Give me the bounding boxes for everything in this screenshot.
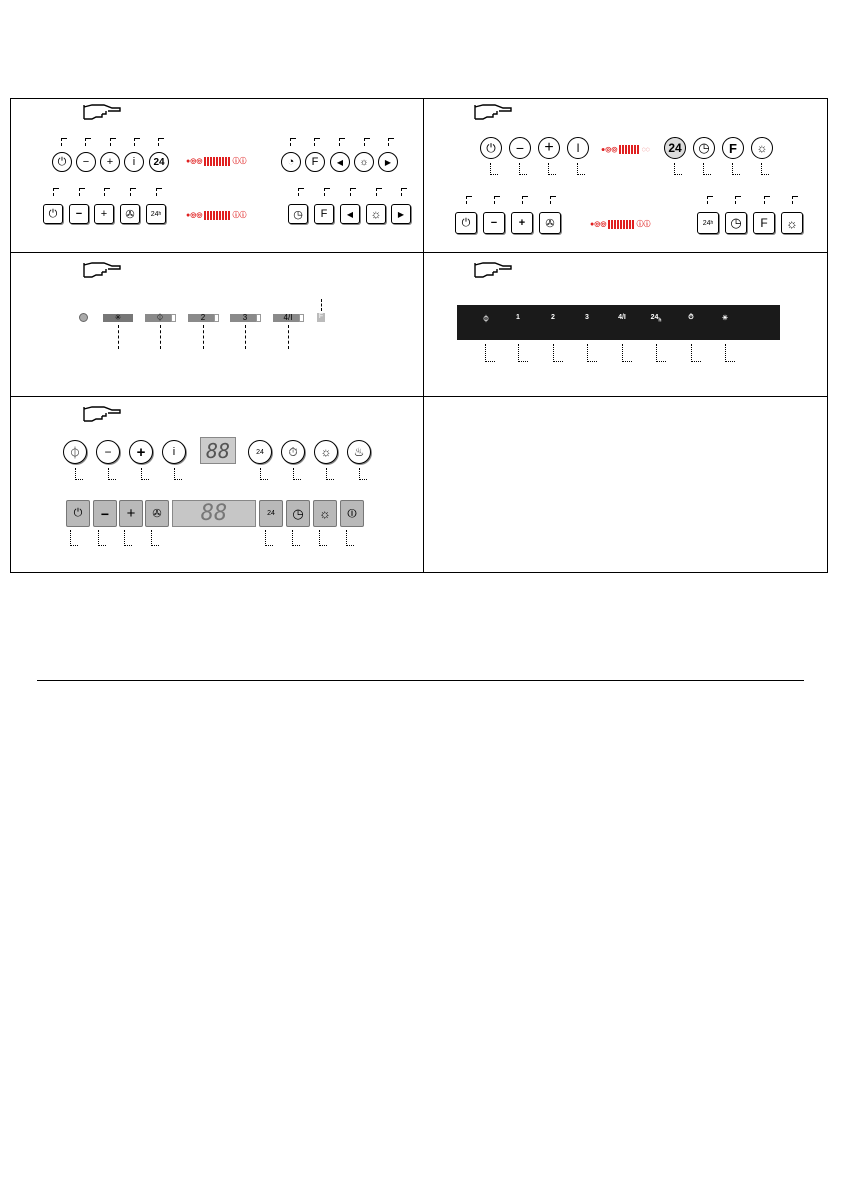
callout bbox=[522, 196, 528, 204]
power-button[interactable] bbox=[66, 500, 90, 527]
callout bbox=[577, 163, 585, 175]
callout bbox=[792, 196, 798, 204]
minus-button[interactable] bbox=[93, 500, 117, 527]
pointing-hand-icon bbox=[473, 260, 513, 280]
callout bbox=[326, 468, 334, 480]
callout bbox=[494, 196, 500, 204]
clock-button[interactable] bbox=[281, 152, 301, 172]
callout bbox=[490, 163, 498, 175]
callout bbox=[466, 196, 472, 204]
callout bbox=[401, 188, 407, 196]
hour-label: h bbox=[710, 220, 714, 226]
power-icon: ⏀ bbox=[482, 316, 490, 323]
callout bbox=[553, 344, 563, 362]
clock-icon: ◷ bbox=[292, 505, 304, 521]
power-button[interactable] bbox=[455, 212, 477, 234]
callout bbox=[53, 188, 59, 196]
light-button[interactable] bbox=[314, 440, 338, 464]
seven-segment-display bbox=[200, 437, 236, 464]
timer-24-button[interactable] bbox=[259, 500, 283, 527]
light-icon: ☼ bbox=[319, 506, 331, 521]
slot-label: 2 bbox=[200, 313, 206, 322]
power-touch[interactable] bbox=[478, 314, 494, 324]
callout bbox=[656, 344, 666, 362]
clock-icon: ◷ bbox=[730, 215, 742, 230]
callout bbox=[130, 188, 136, 196]
plus-button[interactable] bbox=[119, 500, 143, 527]
timer-24h-button[interactable] bbox=[146, 204, 166, 224]
minus-icon: − bbox=[515, 140, 525, 156]
plus-icon: + bbox=[518, 217, 526, 229]
callout bbox=[518, 344, 528, 362]
filter-label: F bbox=[311, 156, 319, 168]
pointing-hand-icon bbox=[82, 404, 122, 424]
callout bbox=[288, 325, 290, 349]
callout bbox=[359, 468, 367, 480]
grid-divider-h2 bbox=[10, 396, 828, 397]
clock-button[interactable] bbox=[286, 500, 310, 527]
right-button[interactable] bbox=[378, 152, 398, 172]
callout bbox=[141, 468, 149, 480]
filter-label: F bbox=[320, 208, 328, 220]
speed-2-touch[interactable] bbox=[545, 314, 561, 321]
fan-button[interactable] bbox=[145, 500, 169, 527]
light-button[interactable] bbox=[751, 137, 773, 159]
minus-icon: − bbox=[75, 208, 83, 220]
slot-speed-3[interactable] bbox=[230, 314, 260, 322]
timer-24-label: 24 bbox=[153, 156, 165, 168]
slot-led bbox=[171, 314, 176, 322]
light-icon: ☀ bbox=[721, 315, 729, 322]
callout bbox=[298, 188, 304, 196]
callout bbox=[707, 196, 713, 204]
clock-touch[interactable] bbox=[683, 314, 699, 322]
callout bbox=[376, 188, 382, 196]
pointing-hand-icon bbox=[473, 102, 513, 122]
left-arrow-icon: ◀ bbox=[346, 209, 354, 219]
right-button[interactable] bbox=[391, 204, 411, 224]
power-icon: ⏻ bbox=[461, 216, 471, 229]
plus-button[interactable] bbox=[94, 204, 114, 224]
callout bbox=[622, 344, 632, 362]
plus-icon: + bbox=[544, 139, 554, 156]
speed-label: 3 bbox=[585, 314, 589, 321]
display-value: 88 bbox=[200, 501, 228, 526]
callout bbox=[260, 468, 268, 480]
minus-button[interactable] bbox=[96, 440, 120, 464]
left-arrow-icon: ◀ bbox=[336, 157, 344, 167]
filter-button[interactable] bbox=[753, 212, 775, 234]
callout bbox=[203, 325, 205, 349]
filter-label: F bbox=[318, 313, 324, 320]
callout bbox=[735, 196, 741, 204]
section-rule bbox=[37, 680, 804, 681]
plus-button[interactable] bbox=[129, 440, 153, 464]
callout bbox=[364, 138, 370, 146]
slot-led bbox=[299, 314, 304, 322]
speed-1-touch[interactable] bbox=[510, 314, 526, 321]
timer-24-label: 24 bbox=[668, 141, 682, 155]
clock-icon: ◔ bbox=[287, 156, 295, 168]
callout bbox=[519, 163, 527, 175]
speed-label: 4/I bbox=[618, 314, 626, 321]
plus-button[interactable] bbox=[511, 212, 533, 234]
callout bbox=[134, 138, 140, 146]
left-button[interactable] bbox=[330, 152, 350, 172]
light-button[interactable] bbox=[354, 152, 374, 172]
slot-light[interactable] bbox=[103, 314, 133, 322]
info-label: i bbox=[132, 156, 136, 168]
light-icon: ☼ bbox=[359, 156, 369, 168]
indicator-row-2: ●◎◎ ⓘⓘ bbox=[590, 221, 651, 228]
slot-power[interactable] bbox=[145, 314, 175, 322]
power-icon: ⏻ bbox=[73, 507, 83, 519]
light-button[interactable] bbox=[313, 500, 337, 527]
callout bbox=[314, 138, 320, 146]
timer-24-button[interactable] bbox=[149, 152, 169, 172]
filter-button[interactable] bbox=[314, 204, 334, 224]
info-button[interactable] bbox=[124, 152, 144, 172]
slot-label: 4/I bbox=[283, 313, 293, 322]
power-icon: ⏻ bbox=[48, 207, 58, 220]
right-arrow-icon: ▶ bbox=[397, 209, 405, 219]
timer-24-button[interactable] bbox=[664, 137, 686, 159]
minus-button[interactable] bbox=[69, 204, 89, 224]
speed-label: 2 bbox=[551, 314, 555, 321]
info-icon: i bbox=[172, 446, 176, 458]
callout bbox=[290, 138, 296, 146]
slot-led bbox=[256, 314, 261, 322]
grid-divider-h1 bbox=[10, 252, 828, 253]
timer-24h-label: 24 bbox=[702, 219, 711, 227]
filter-indicator bbox=[317, 313, 325, 322]
fan-icon: ✇ bbox=[152, 508, 162, 520]
light-icon: ☼ bbox=[756, 141, 768, 155]
filter-button[interactable] bbox=[305, 152, 325, 172]
clock-button[interactable] bbox=[288, 204, 308, 224]
light-touch[interactable] bbox=[717, 314, 733, 322]
power-icon: ⏀ bbox=[68, 445, 81, 460]
left-button[interactable] bbox=[340, 204, 360, 224]
power-icon: ⏻ bbox=[57, 155, 67, 168]
callout bbox=[124, 530, 132, 546]
info-button[interactable] bbox=[567, 137, 589, 159]
power-button[interactable] bbox=[480, 137, 502, 159]
callout bbox=[346, 530, 354, 546]
seven-segment-display bbox=[172, 500, 256, 527]
speed-3-touch[interactable] bbox=[579, 314, 595, 321]
callout bbox=[703, 163, 711, 175]
timer-24h-button[interactable] bbox=[697, 212, 719, 234]
info-button[interactable] bbox=[162, 440, 186, 464]
timer-24-label: 24 bbox=[256, 448, 264, 456]
filter-button[interactable] bbox=[722, 137, 744, 159]
right-arrow-icon: ▶ bbox=[384, 157, 392, 167]
slot-led bbox=[214, 314, 219, 322]
pointing-hand-icon bbox=[82, 260, 122, 280]
callout bbox=[292, 530, 300, 546]
timer-24h-label: 24 bbox=[150, 210, 159, 218]
indicator-row-1: ●◎◎ ⓘⓘ bbox=[186, 158, 247, 165]
callout bbox=[674, 163, 682, 175]
plus-button[interactable] bbox=[100, 152, 120, 172]
callout bbox=[156, 188, 162, 196]
flame-icon: ♨ bbox=[353, 445, 365, 459]
callout bbox=[587, 344, 597, 362]
plus-icon: + bbox=[136, 443, 146, 461]
minus-icon: − bbox=[100, 505, 110, 522]
slot-speed-4[interactable] bbox=[273, 314, 303, 322]
filter-label: F bbox=[760, 216, 768, 230]
minus-button[interactable] bbox=[76, 152, 96, 172]
callout bbox=[725, 344, 735, 362]
callout bbox=[118, 325, 120, 349]
callout bbox=[158, 138, 164, 146]
info-icon: ǀ bbox=[576, 141, 580, 155]
callout bbox=[550, 196, 556, 204]
fan-icon: ✇ bbox=[545, 217, 555, 230]
timer-24h-touch[interactable] bbox=[648, 314, 664, 323]
status-led bbox=[79, 313, 88, 322]
plus-icon: + bbox=[106, 156, 114, 168]
plus-icon: + bbox=[126, 505, 136, 522]
ambient-button[interactable] bbox=[340, 500, 364, 527]
callout bbox=[761, 163, 769, 175]
minus-button[interactable] bbox=[483, 212, 505, 234]
clock-button[interactable] bbox=[693, 137, 715, 159]
timer-24-label: 24 bbox=[650, 314, 659, 321]
minus-button[interactable] bbox=[509, 137, 531, 159]
hour-label: h bbox=[158, 211, 162, 217]
callout bbox=[388, 138, 394, 146]
indicator-row-2: ●◎◎ ⓘⓘ bbox=[186, 212, 247, 219]
slot-label: 3 bbox=[242, 313, 248, 322]
clock-icon: ⏱ bbox=[688, 314, 694, 321]
light-button[interactable] bbox=[366, 204, 386, 224]
callout bbox=[75, 468, 83, 480]
callout bbox=[61, 138, 67, 146]
power-icon: ⏻ bbox=[486, 140, 496, 155]
fan-icon: ✇ bbox=[125, 208, 135, 221]
callout bbox=[110, 138, 116, 146]
callout bbox=[245, 325, 247, 349]
fan-button[interactable] bbox=[120, 204, 140, 224]
minus-icon: − bbox=[82, 156, 90, 168]
timer-24-label: 24 bbox=[267, 510, 275, 517]
callout bbox=[85, 138, 91, 146]
clock-icon: ◷ bbox=[293, 208, 303, 221]
callout bbox=[319, 530, 327, 546]
display-value: 88 bbox=[205, 438, 231, 463]
filter-label: F bbox=[729, 140, 737, 156]
callout bbox=[293, 468, 301, 480]
light-icon: ☼ bbox=[370, 207, 382, 221]
callout bbox=[160, 325, 162, 349]
grid-divider-vertical bbox=[423, 98, 424, 573]
callout bbox=[98, 530, 106, 546]
callout bbox=[104, 188, 110, 196]
callout bbox=[548, 163, 556, 175]
callout bbox=[324, 188, 330, 196]
light-icon: ✳ bbox=[114, 313, 122, 322]
speed-4-touch[interactable] bbox=[614, 314, 630, 321]
indicator-row-1: ●◎◎ ◌◌ bbox=[601, 146, 650, 154]
light-icon: ☼ bbox=[320, 445, 332, 459]
callout bbox=[174, 468, 182, 480]
light-icon: ☼ bbox=[786, 215, 798, 231]
callout bbox=[339, 138, 345, 146]
minus-icon: − bbox=[490, 217, 498, 229]
power-button[interactable] bbox=[63, 440, 87, 464]
callout bbox=[691, 344, 701, 362]
clock-button[interactable] bbox=[281, 440, 305, 464]
callout bbox=[265, 530, 273, 546]
plus-icon: + bbox=[100, 208, 108, 220]
fan-button[interactable] bbox=[539, 212, 561, 234]
pointing-hand-icon bbox=[82, 102, 122, 122]
callout bbox=[108, 468, 116, 480]
plus-button[interactable] bbox=[538, 137, 560, 159]
callout bbox=[350, 188, 356, 196]
power-icon: ⏀ bbox=[156, 313, 164, 322]
callout bbox=[151, 530, 159, 546]
timer-24-button[interactable] bbox=[248, 440, 272, 464]
speed-label: 1 bbox=[516, 314, 520, 321]
touch-panel bbox=[457, 305, 780, 340]
callout bbox=[79, 188, 85, 196]
power-button[interactable] bbox=[52, 152, 72, 172]
clock-icon: ⏱ bbox=[288, 444, 298, 459]
power-button[interactable] bbox=[43, 204, 63, 224]
hour-label: h bbox=[658, 317, 662, 324]
clock-icon: ◷ bbox=[698, 140, 710, 155]
clock-button[interactable] bbox=[725, 212, 747, 234]
callout bbox=[732, 163, 740, 175]
callout bbox=[321, 299, 323, 311]
ambient-button[interactable] bbox=[347, 440, 371, 464]
callout bbox=[764, 196, 770, 204]
slot-speed-2[interactable] bbox=[188, 314, 218, 322]
minus-icon: − bbox=[104, 445, 112, 459]
callout bbox=[485, 344, 495, 362]
ambient-icon: ⏼ bbox=[347, 506, 357, 520]
light-button[interactable] bbox=[781, 212, 803, 234]
callout bbox=[70, 530, 78, 546]
